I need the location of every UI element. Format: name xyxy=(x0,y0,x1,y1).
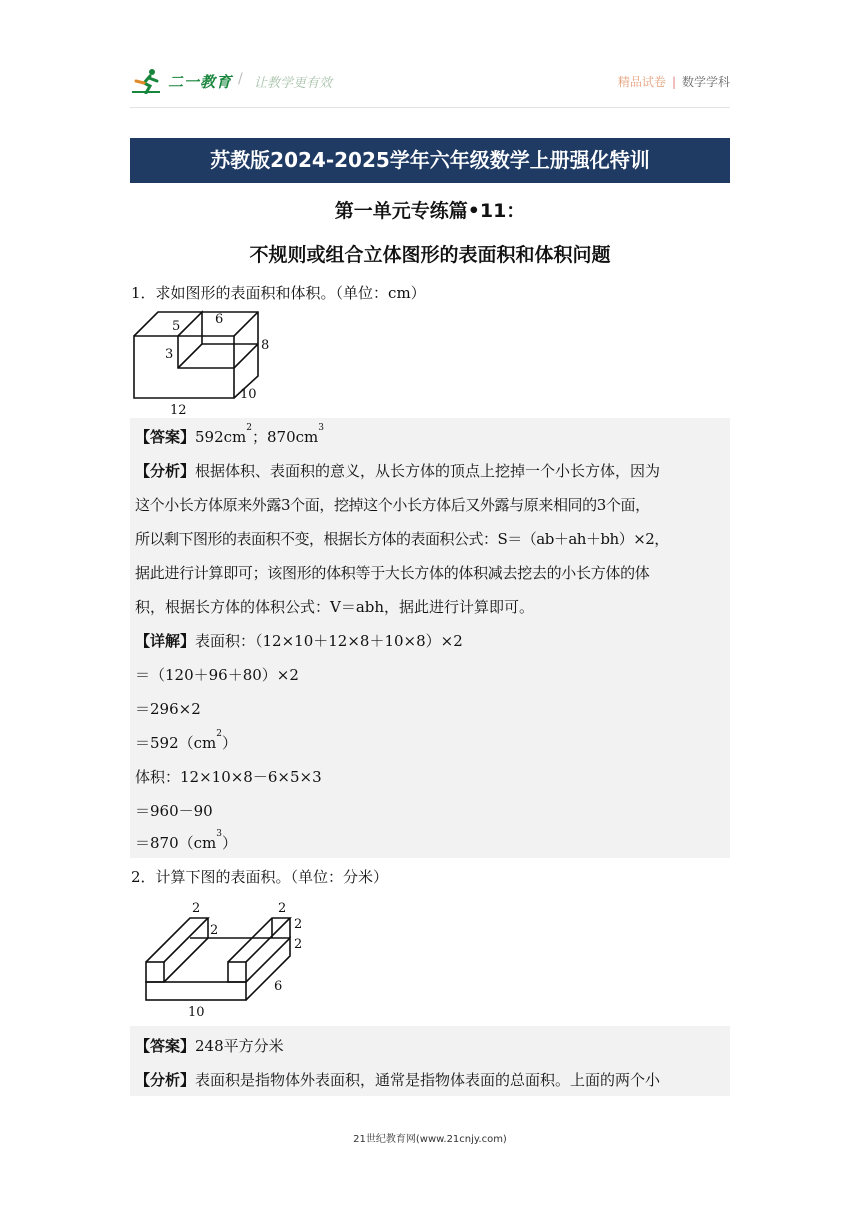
document-title: 苏教版2024-2025学年六年级数学上册强化特训 xyxy=(130,138,730,183)
question-1-prompt: 1．求如图形的表面积和体积。（单位：cm） xyxy=(131,284,426,302)
q1-detail-line-6: ＝960－90 xyxy=(135,802,213,820)
q2-answer-label: 【答案】 xyxy=(135,1037,196,1055)
q2-analysis-line-1 xyxy=(135,1069,660,1090)
fig2-label-depth: 6 xyxy=(274,979,283,994)
question-2-figure xyxy=(130,896,310,1022)
header-slash: / xyxy=(238,71,243,87)
unit-subtitle: 第一单元专练篇•11： xyxy=(334,200,526,222)
tag-separator: | xyxy=(671,75,676,89)
q1-detail-7sup: 3 xyxy=(216,829,222,839)
q1-detail-line-5: 体积：12×10×8－6×5×3 xyxy=(135,768,322,786)
q2-analysis-label: 【分析】 xyxy=(135,1071,196,1089)
q1-answer-value-a: 592cm xyxy=(195,428,247,446)
header-divider xyxy=(130,107,730,108)
q1-analysis-line-5: 积，根据长方体的体积公式：V＝abh，据此进行计算即可。 xyxy=(135,598,535,616)
topic-subtitle: 不规则或组合立体图形的表面积和体积问题 xyxy=(249,244,611,266)
fig1-label-3: 3 xyxy=(165,347,174,362)
q1-detail-label: 【详解】 xyxy=(135,632,196,650)
q1-detail-4a: ＝592（cm xyxy=(135,734,217,752)
fig2-label-right-upper: 2 xyxy=(294,917,303,932)
q1-detail-line-1 xyxy=(135,630,463,651)
q1-analysis-line-3: 所以剩下图形的表面积不变，根据长方体的表面积公式：S＝（ab＋ah＋bh）×2， xyxy=(135,530,669,548)
tag-premium-paper: 精品试卷 xyxy=(617,75,666,89)
q1-answer xyxy=(135,423,325,447)
q1-detail-line-7 xyxy=(135,829,238,853)
fig2-label-right-lower: 2 xyxy=(294,937,303,952)
runner-logo-icon xyxy=(130,68,164,94)
header-tags xyxy=(618,73,730,90)
brand-slogan: 让教学更有效 xyxy=(254,76,333,91)
q1-analysis-text-1: 根据体积、表面积的意义，从长方体的顶点上挖掉一个小长方体，因为 xyxy=(195,462,661,480)
q1-detail-line-2: ＝（120＋96＋80）×2 xyxy=(135,666,299,684)
fig2-label-length: 10 xyxy=(188,1005,205,1020)
q1-answer-value-b: ；870cm xyxy=(252,428,319,446)
fig1-label-6: 6 xyxy=(215,312,224,327)
q1-analysis-label: 【分析】 xyxy=(135,462,196,480)
q1-answer-label: 【答案】 xyxy=(135,428,196,446)
fig2-label-top-right: 2 xyxy=(278,901,287,916)
q1-analysis-line-1 xyxy=(135,460,660,481)
q1-detail-4b: ） xyxy=(222,734,238,752)
q1-analysis-line-4: 据此进行计算即可；该图形的体积等于大长方体的体积减去挖去的小长方体的体 xyxy=(135,564,650,582)
fig2-label-top-left: 2 xyxy=(192,901,201,916)
fig1-label-12: 12 xyxy=(170,403,187,418)
fig2-label-left-ridge: 2 xyxy=(210,923,219,938)
fig1-label-8: 8 xyxy=(261,338,270,353)
fig1-label-5: 5 xyxy=(172,319,181,334)
q1-answer-sup2: 3 xyxy=(318,423,325,433)
q2-answer-value: 248平方分米 xyxy=(195,1037,284,1055)
q1-analysis-line-2: 这个小长方体原来外露3个面，挖掉这个小长方体后又外露与原来相同的3个面， xyxy=(135,496,650,514)
brand-name: 二一教育 xyxy=(168,73,233,91)
q1-detail-4sup: 2 xyxy=(216,729,222,739)
q2-analysis-text: 表面积是指物体外表面积，通常是指物体表面的总面积。上面的两个小 xyxy=(195,1071,661,1089)
question-2-prompt: 2．计算下图的表面积。（单位：分米） xyxy=(131,868,389,886)
q1-detail-7b: ） xyxy=(222,834,238,852)
q1-answer-sup1: 2 xyxy=(246,423,253,433)
fig1-label-10: 10 xyxy=(240,387,257,402)
q1-detail-text-1: 表面积：（12×10＋12×8＋10×8）×2 xyxy=(195,632,463,650)
q1-detail-7a: ＝870（cm xyxy=(135,834,217,852)
page-footer: 21世纪教育网(www.21cnjy.com) xyxy=(353,1134,507,1145)
page-header xyxy=(130,60,730,96)
q2-answer xyxy=(135,1035,284,1056)
tag-subject: 数学学科 xyxy=(681,75,730,89)
q1-detail-line-4 xyxy=(135,729,238,753)
question-1-figure xyxy=(130,306,280,418)
q1-detail-line-3: ＝296×2 xyxy=(135,700,201,718)
